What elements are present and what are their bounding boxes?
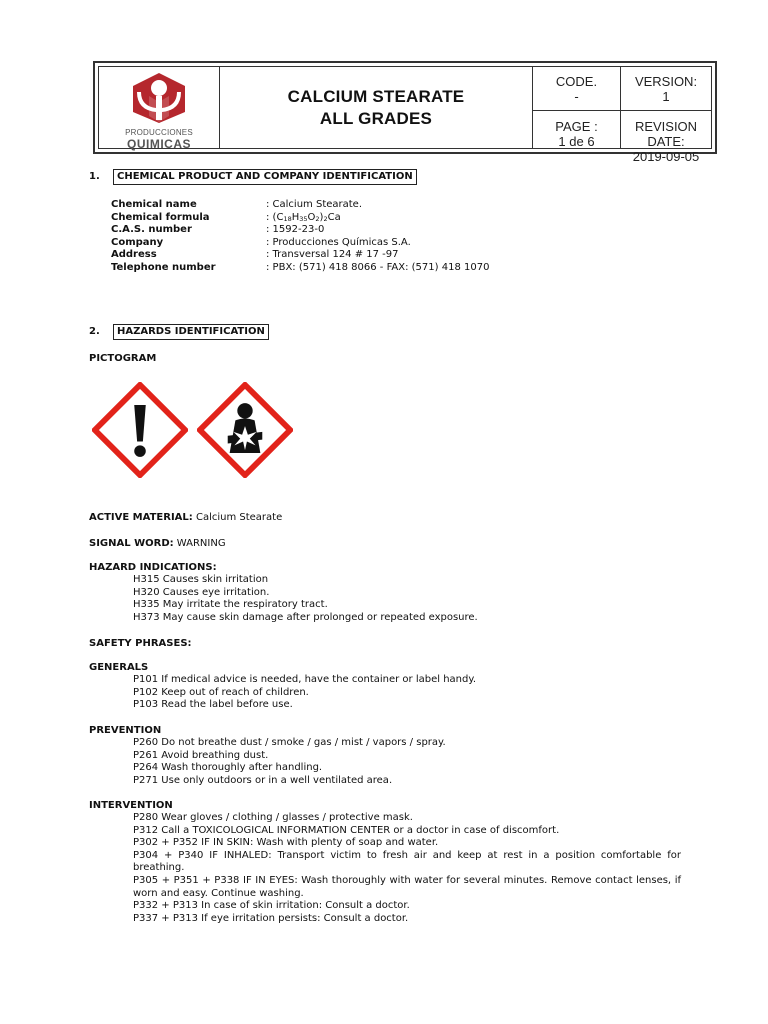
- list-item: P260 Do not breathe dust / smoke / gas / mist / vapors / spray.: [133, 737, 446, 748]
- section-2-title: HAZARDS IDENTIFICATION: [113, 324, 269, 340]
- document-header: [93, 61, 717, 164]
- identification-value: : Calcium Stearate.: [266, 199, 363, 210]
- code-value: -: [574, 89, 579, 104]
- list-item: H373 May cause skin damage after prolonged or repeated exposure.: [133, 611, 478, 623]
- active-material-value: Calcium Stearate: [192, 512, 283, 523]
- health-hazard-icon: [197, 382, 293, 478]
- page-label: PAGE :: [555, 119, 598, 134]
- section-2-number: 2.: [89, 326, 100, 337]
- page-value: 1 de 6: [558, 134, 595, 149]
- identification-key: C.A.S. number: [111, 224, 192, 236]
- title-line-1: CALCIUM STEARATE: [287, 86, 465, 106]
- section-2-heading: [89, 326, 269, 337]
- identification-key: Address: [111, 249, 157, 261]
- identification-key: Chemical formula: [111, 211, 210, 223]
- list-item: P103 Read the label before use.: [133, 699, 293, 711]
- list-item: P332 + P313 In case of skin irritation: Consult a doctor.: [133, 900, 410, 912]
- active-material-label: ACTIVE MATERIAL:: [89, 512, 193, 523]
- product-identification-list: [111, 199, 489, 275]
- list-item: P337 + P313 If eye irritation persists: Consult a doctor.: [133, 912, 409, 924]
- intervention-label: INTERVENTION: [89, 800, 173, 811]
- title-line-2: ALL GRADES: [319, 108, 433, 128]
- hazard-indications-label: HAZARD INDICATIONS:: [89, 562, 217, 573]
- chemical-formula-value: : $(C_{18}H_{35}O_2)_2Ca$: [266, 211, 341, 223]
- list-item: P264 Wash thoroughly after handling.: [133, 762, 323, 774]
- identification-value: : 1592-23-0: [266, 224, 325, 236]
- code-cell: [533, 74, 620, 104]
- intervention-list: [133, 812, 681, 925]
- exclamation-mark-icon: [92, 382, 188, 478]
- identification-key: Telephone number: [111, 261, 216, 273]
- identification-row: [111, 224, 489, 237]
- logo-text-large: QUIMICAS: [127, 137, 191, 151]
- generals-list: [133, 674, 681, 712]
- header-inner-frame: [98, 66, 712, 164]
- version-value: 1: [662, 89, 670, 104]
- list-item: H320 Causes eye irritation.: [133, 586, 270, 598]
- list-item: H315 Causes skin irritation: [133, 574, 269, 585]
- generals-label: GENERALS: [89, 662, 149, 673]
- list-item: P312 Call a TOXICOLOGICAL INFORMATION CENTER or a doctor in case of discomfort.: [133, 824, 560, 836]
- identification-key: Company: [111, 236, 164, 248]
- list-item: P102 Keep out of reach of children.: [133, 686, 309, 698]
- list-item: P302 + P352 IF IN SKIN: Wash with plenty of soap and water.: [133, 837, 439, 849]
- signal-word-value: WARNING: [173, 538, 226, 549]
- company-logo: [99, 67, 220, 151]
- list-item: P305 + P351 + P338 IF IN EYES: Wash thoroughly with water for several minutes. Remove contact lenses, if worn and easy. Continue washing.: [133, 874, 681, 899]
- identification-row: [111, 262, 489, 275]
- signal-word-label: SIGNAL WORD:: [89, 538, 174, 549]
- identification-row: [111, 212, 489, 225]
- identification-value: : Producciones Químicas S.A.: [266, 236, 411, 248]
- section-1-number: 1.: [89, 171, 100, 182]
- revision-value: 2019-09-05: [632, 149, 700, 164]
- header-divider-horizontal: [533, 110, 711, 111]
- identification-key: Chemical name: [111, 199, 197, 210]
- active-material-line: [89, 512, 282, 523]
- identification-value: : Transversal 124 # 17 -97: [266, 249, 399, 261]
- revision-cell: [621, 119, 711, 164]
- document-title: [220, 67, 533, 148]
- page-cell: [533, 119, 620, 149]
- list-item: P271 Use only outdoors or in a well ventilated area.: [133, 774, 393, 786]
- prevention-label: PREVENTION: [89, 725, 162, 736]
- identification-value: : PBX: (571) 418 8066 - FAX: (571) 418 1070: [266, 261, 490, 273]
- version-cell: [621, 74, 711, 104]
- hazard-indications-list: [133, 574, 681, 624]
- list-item: P101 If medical advice is needed, have the container or label handy.: [133, 674, 477, 685]
- safety-phrases-label: SAFETY PHRASES:: [89, 638, 192, 649]
- prevention-list: [133, 737, 681, 787]
- pictogram-label: PICTOGRAM: [89, 353, 157, 364]
- list-item: P261 Avoid breathing dust.: [133, 749, 269, 761]
- identification-row: [111, 199, 489, 212]
- logo-text-small: PRODUCCIONES: [125, 128, 193, 137]
- signal-word-line: [89, 538, 226, 549]
- identification-row: [111, 249, 489, 262]
- version-label: VERSION:: [634, 74, 698, 89]
- section-1-heading: [89, 171, 417, 182]
- list-item: H335 May irritate the respiratory tract.: [133, 599, 328, 611]
- list-item: P304 + P340 IF INHALED: Transport victim to fresh air and keep at rest in a position comfortable for breathing.: [133, 849, 681, 874]
- identification-row: [111, 237, 489, 250]
- code-label: CODE.: [555, 74, 598, 89]
- revision-label: REVISION DATE:: [634, 119, 698, 149]
- section-1-title: CHEMICAL PRODUCT AND COMPANY IDENTIFICATION: [113, 169, 417, 185]
- produquimicas-logo-icon: [129, 72, 189, 124]
- list-item: P280 Wear gloves / clothing / glasses / protective mask.: [133, 812, 413, 823]
